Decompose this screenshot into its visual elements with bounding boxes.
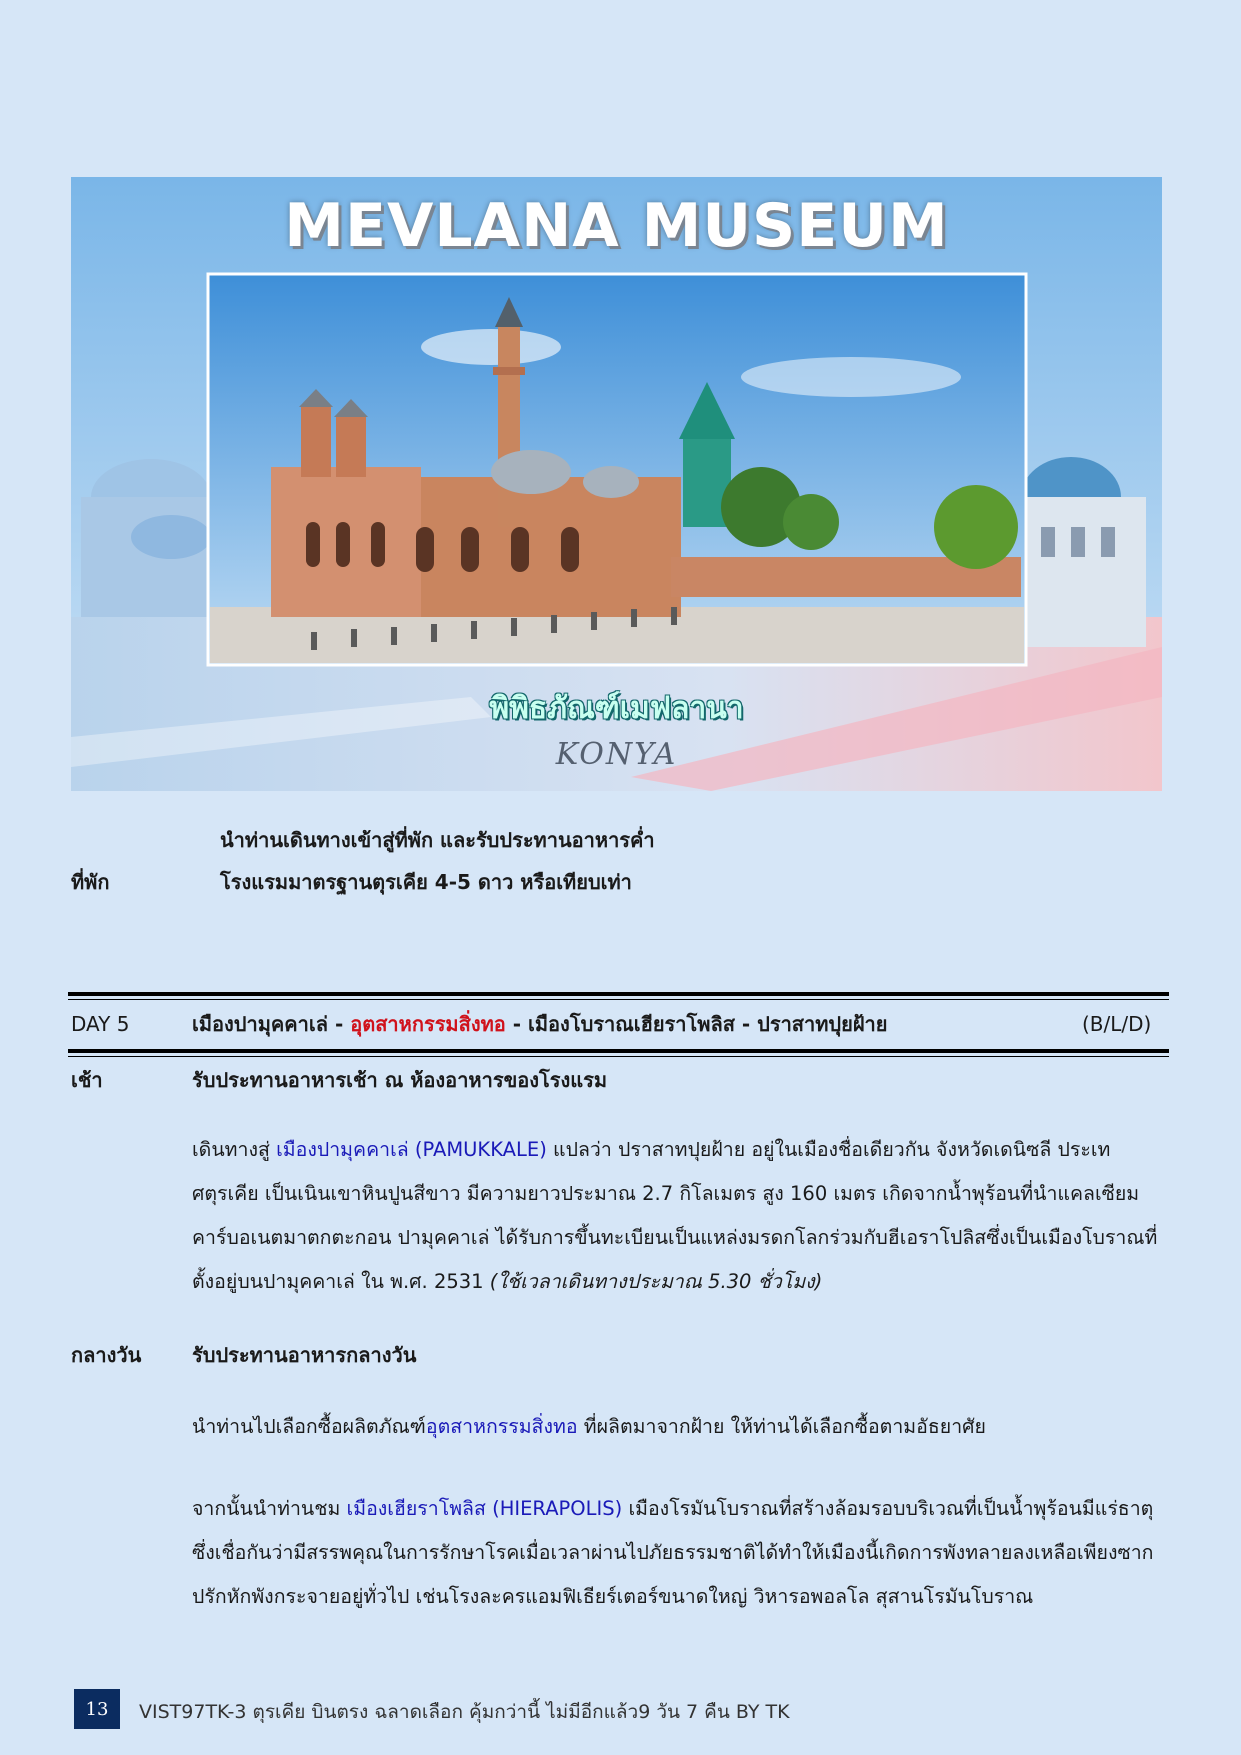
- route-highlight: อุตสาหกรรมสิ่งทอ: [350, 1012, 506, 1036]
- hierapolis-highlight: เมืองเฮียราโพลิส (HIERAPOLIS): [346, 1497, 623, 1520]
- page-number: 13: [74, 1689, 120, 1729]
- pamukkale-paragraph: [192, 1128, 1168, 1304]
- banner-city: KONYA: [555, 737, 678, 772]
- noon-meal: รับประทานอาหารกลางวัน: [192, 1343, 417, 1367]
- pamukkale-pre: เดินทางสู่: [192, 1138, 277, 1161]
- day-rule-top-thin: [68, 999, 1169, 1000]
- textile-post: ที่ผลิตมาจากฝ้าย ให้ท่านได้เลือกซื้อตามอัธยาศัย: [577, 1415, 986, 1438]
- banner-title: MEVLANA MUSEUM: [284, 191, 949, 261]
- day-rule-bottom-thick: [68, 1049, 1169, 1053]
- hierapolis-paragraph: [192, 1487, 1168, 1619]
- day-rule-bottom-thin: [68, 1056, 1169, 1057]
- morning-meal: รับประทานอาหารเช้า ณ ห้องอาหารของโรงแรม: [192, 1068, 608, 1092]
- day-route: [192, 1010, 888, 1038]
- hierapolis-pre: จากนั้นนำท่านชม: [192, 1497, 347, 1520]
- hotel-label: ที่พัก: [71, 870, 110, 894]
- banner-thai-caption: พิพิธภัณฑ์เมฟลานา: [489, 691, 744, 726]
- pamukkale-highlight: เมืองปามุคคาเล่ (PAMUKKALE): [276, 1138, 547, 1161]
- route-part1: เมืองปามุคคาเล่ -: [192, 1012, 351, 1036]
- hotel-text: โรงแรมมาตรฐานตุรเคีย 4-5 ดาว หรือเทียบเท่า: [220, 870, 632, 894]
- textile-paragraph: [192, 1405, 1168, 1449]
- day-label: DAY 5: [71, 1012, 130, 1036]
- footer-text: VIST97TK-3 ตุรเคีย บินตรง ฉลาดเลือก คุ้มกว่านี้ ไม่มีอีกแล้ว9 วัน 7 คืน BY TK: [139, 1701, 790, 1723]
- textile-highlight: อุตสาหกรรมสิ่งทอ: [425, 1415, 578, 1438]
- evening-line: นำท่านเดินทางเข้าสู่ที่พัก และรับประทานอาหารค่ำ: [220, 828, 655, 852]
- day-rule-top-thick: [68, 992, 1169, 996]
- day-meals: (B/L/D): [1082, 1012, 1152, 1036]
- pamukkale-body: แปลว่า ปราสาทปุยฝ้าย อยู่ในเมืองชื่อเดียวกัน จังหวัดเดนิซลี ประเทศตุรเคีย เป็นเนินเขาหินปูนสีขาว มีความยาวประมาณ 2.7 กิโลเมตร สูง 160 เมตร เกิดจากน้ำพุร้อนที่นำแคลเซียมคาร์บอเนตมาตกตะกอน ปามุคคาเล่ ได้รับการขึ้นทะเบียนเป็นแหล่งมรดกโลกร่วมกับฮีเอราโปลิสซึ่งเป็นเมืองโบราณที่ตั้งอยู่บนปามุคคาเล่ ใน พ.ศ. 2531: [192, 1138, 1158, 1293]
- noon-label: กลางวัน: [71, 1343, 142, 1367]
- mevlana-museum-banner: [71, 177, 1162, 791]
- travel-time-note: (ใช้เวลาเดินทางประมาณ 5.30 ชั่วโมง): [489, 1270, 823, 1293]
- morning-label: เช้า: [71, 1068, 103, 1092]
- textile-pre: นำท่านไปเลือกซื้อผลิตภัณฑ์: [192, 1415, 426, 1438]
- route-part2: - เมืองโบราณเฮียราโพลิส - ปราสาทปุยฝ้าย: [505, 1012, 888, 1036]
- hierapolis-body: เมืองโรมันโบราณที่สร้างล้อมรอบบริเวณที่เป็นน้ำพุร้อนมีแร่ธาตุซึ่งเชื่อกันว่ามีสรรพคุณในการรักษาโรคเมื่อเวลาผ่านไปภัยธรรมชาติได้ทำให้เมืองนี้เกิดการพังทลายลงเหลือเพียงซากปรักหักพังกระจายอยู่ทั่วไป เช่นโรงละครแอมฟิเธียร์เตอร์ขนาดใหญ่ วิหารอพอลโล สุสานโรมันโบราณ: [192, 1497, 1154, 1608]
